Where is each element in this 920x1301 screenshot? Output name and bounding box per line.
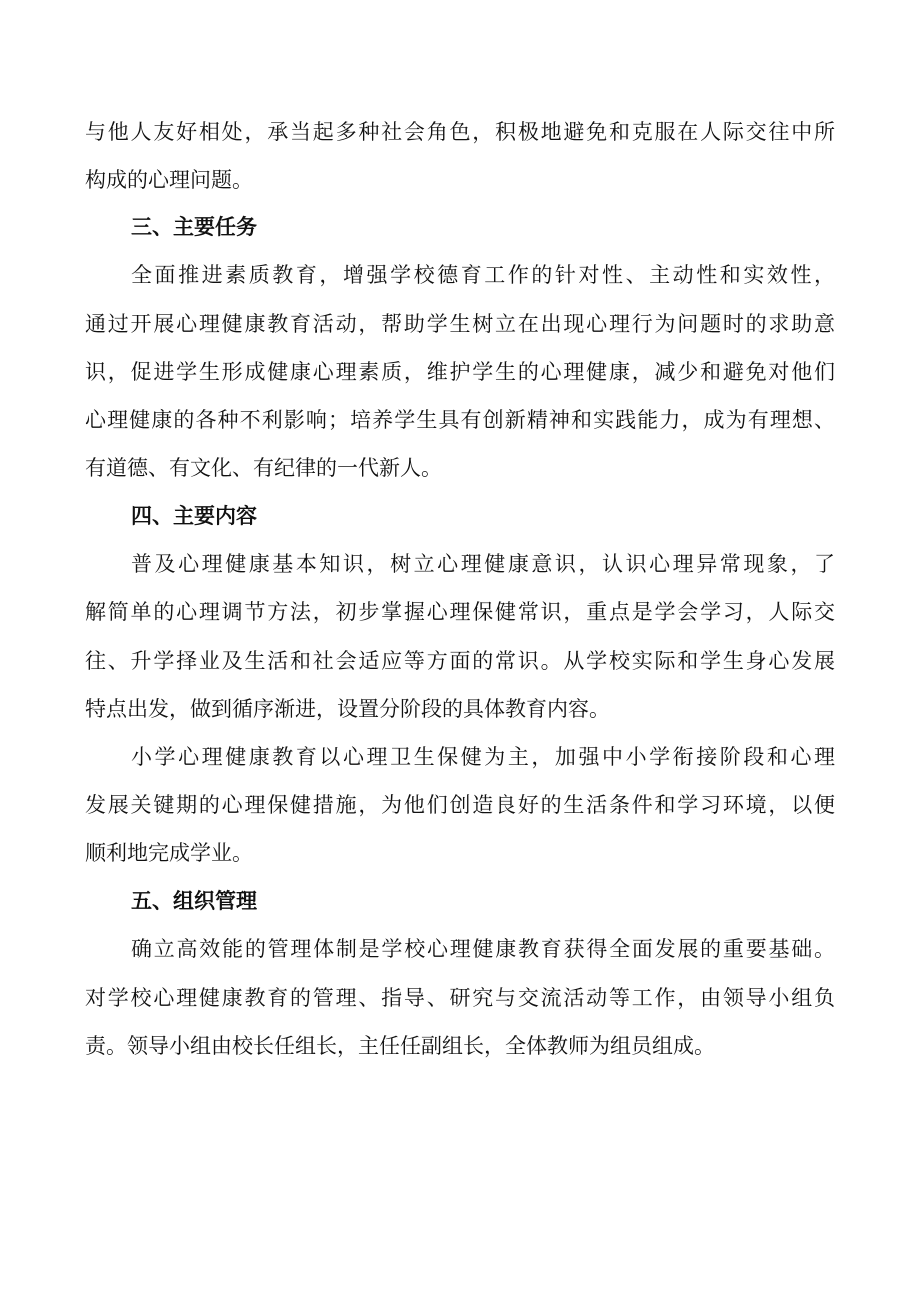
paragraph-line: 责。领导小组由校长任组长，主任任副组长，全体教师为组员组成。 bbox=[85, 1034, 715, 1058]
paragraph-line: 通过开展心理健康教育活动，帮助学生树立在出现心理行为问题时的求助意 bbox=[85, 312, 835, 336]
paragraph-line: 小学心理健康教育以心理卫生保健为主，加强中小学衔接阶段和心理 bbox=[131, 745, 835, 769]
paragraph-line: 有道德、有文化、有纪律的一代新人。 bbox=[85, 456, 442, 480]
paragraph-line: 识，促进学生形成健康心理素质，维护学生的心理健康，减少和避免对他们 bbox=[85, 360, 835, 384]
paragraph-line: 心理健康的各种不利影响；培养学生具有创新精神和实践能力，成为有理想、 bbox=[85, 408, 835, 432]
section-heading-tasks: 三、主要任务 bbox=[131, 215, 257, 239]
paragraph-line: 特点出发，做到循序渐进，设置分阶段的具体教育内容。 bbox=[85, 697, 610, 721]
section-heading-content: 四、主要内容 bbox=[131, 504, 257, 528]
paragraph-line: 顺利地完成学业。 bbox=[85, 841, 253, 865]
paragraph-line: 解简单的心理调节方法，初步掌握心理保健常识，重点是学会学习，人际交 bbox=[85, 600, 835, 624]
paragraph-line: 确立高效能的管理体制是学校心理健康教育获得全面发展的重要基础。 bbox=[131, 937, 835, 961]
paragraph-line: 对学校心理健康教育的管理、指导、研究与交流活动等工作，由领导小组负 bbox=[85, 986, 835, 1010]
paragraph-line: 与他人友好相处，承当起多种社会角色，积极地避免和克服在人际交往中所 bbox=[85, 120, 835, 144]
section-heading-management: 五、组织管理 bbox=[131, 889, 257, 913]
paragraph-line: 发展关键期的心理保健措施，为他们创造良好的生活条件和学习环境，以便 bbox=[85, 793, 835, 817]
paragraph-line: 全面推进素质教育，增强学校德育工作的针对性、主动性和实效性， bbox=[131, 263, 835, 287]
paragraph-line: 构成的心理问题。 bbox=[85, 168, 253, 192]
paragraph-line: 往、升学择业及生活和社会适应等方面的常识。从学校实际和学生身心发展 bbox=[85, 649, 835, 673]
paragraph-line: 普及心理健康基本知识，树立心理健康意识，认识心理异常现象，了 bbox=[131, 552, 835, 576]
